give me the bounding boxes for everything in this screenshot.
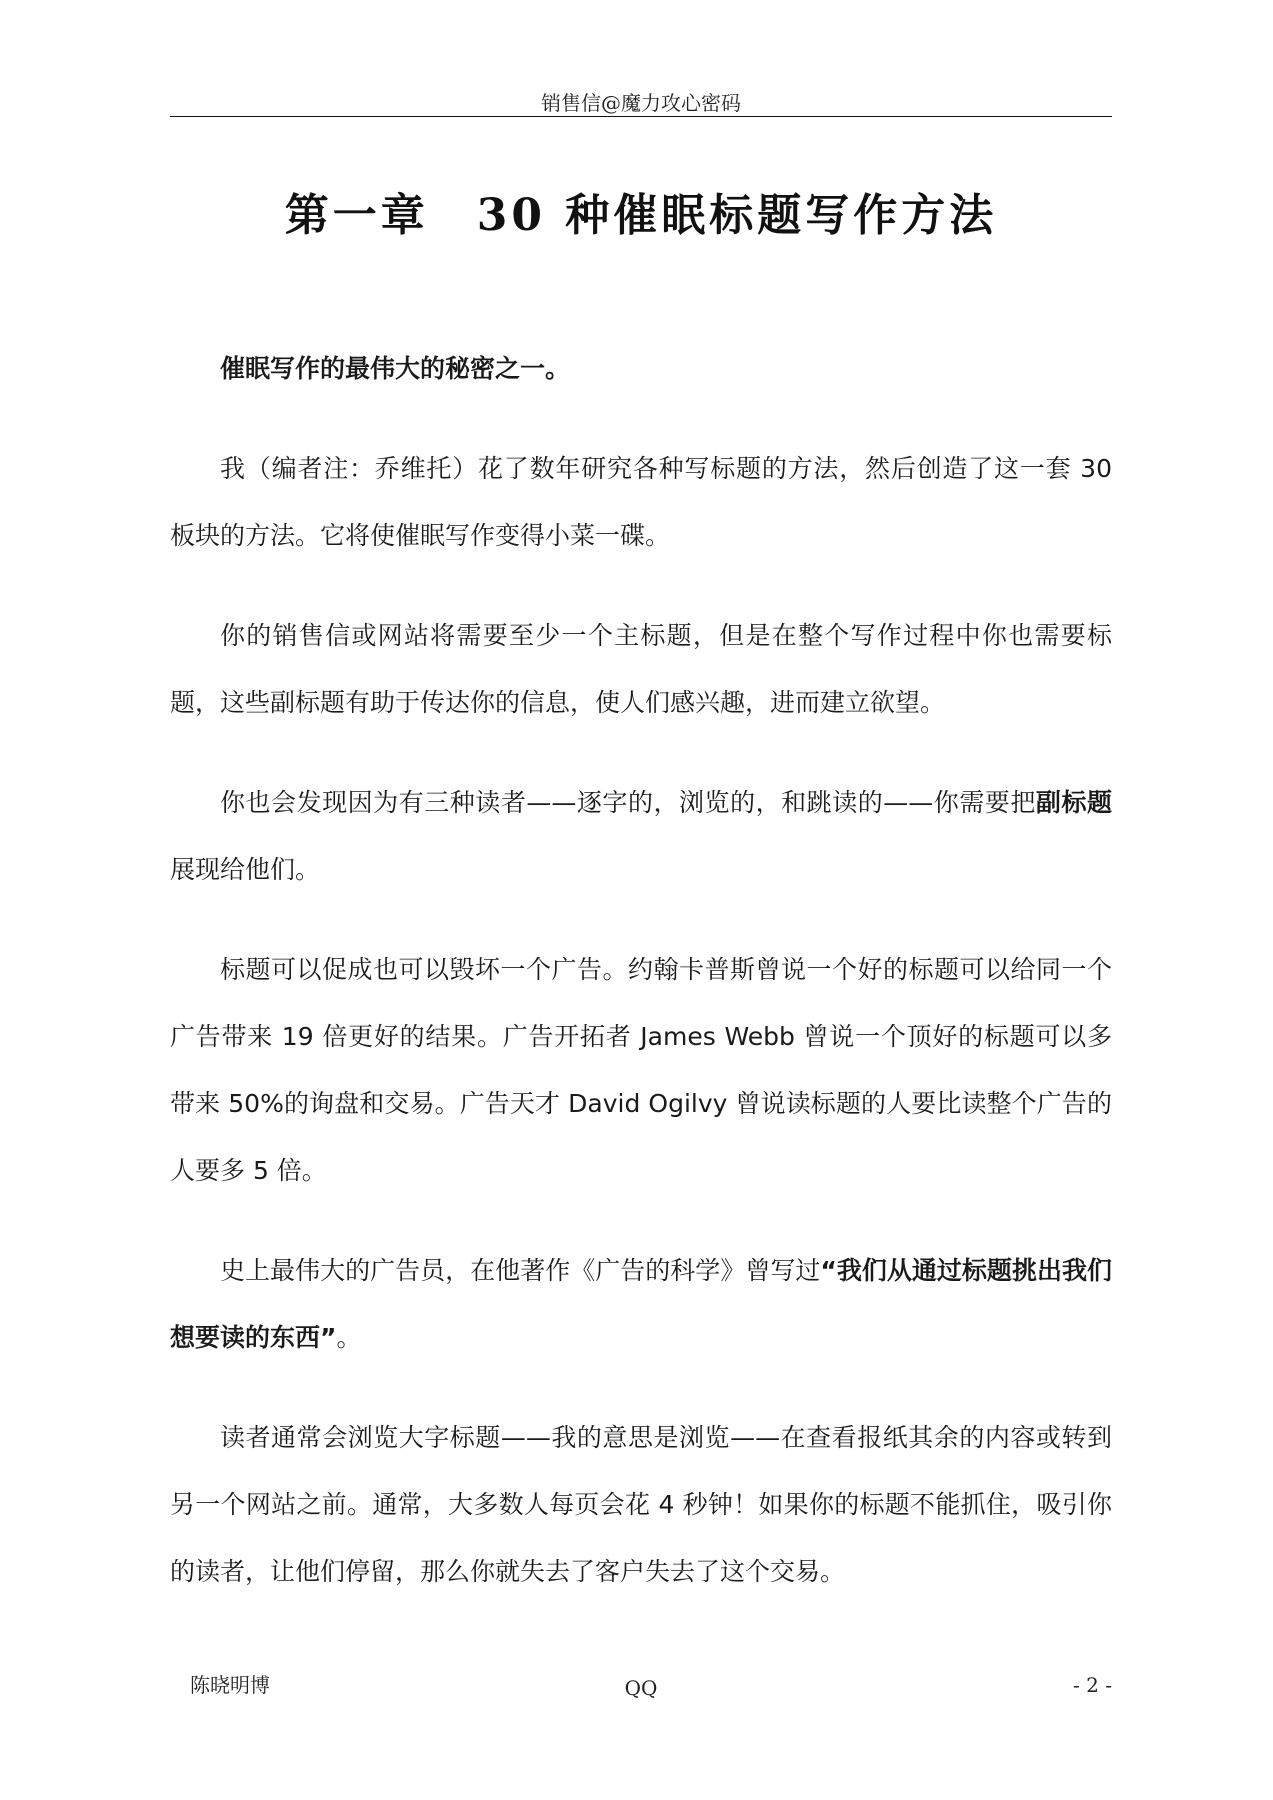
- paragraph-text: 展现给他们。: [170, 855, 321, 884]
- body-text: [170, 335, 1112, 1638]
- paragraph: 标题可以促成也可以毁坏一个广告。约翰卡普斯曾说一个好的标题可以给同一个广告带来 19 倍更好的结果。广告开拓者 James Webb 曾说一个顶好的标题可以多带来 50%的询盘和交易。广告天才 David Ogilvy 曾说读标题的人要比读整个广告的人要多 5 倍。: [170, 955, 1112, 1185]
- paragraph-text: 你也会发现因为有三种读者——逐字的，浏览的，和跳读的——你需要把: [220, 788, 1036, 817]
- paragraph: 你的销售信或网站将需要至少一个主标题，但是在整个写作过程中你也需要标题，这些副标题有助于传达你的信息，使人们感兴趣，进而建立欲望。: [170, 621, 1112, 717]
- paragraph: 读者通常会浏览大字标题——我的意思是浏览——在查看报纸其余的内容或转到另一个网站之前。通常，大多数人每页会花 4 秒钟！如果你的标题不能抓住，吸引你的读者，让他们停留，那么你就失去了客户失去了这个交易。: [170, 1423, 1112, 1586]
- page-number: - 2 -: [1073, 1673, 1112, 1697]
- page-footer: [170, 1670, 1112, 1700]
- footer-center: QQ: [624, 1676, 658, 1700]
- quote-text: “我们从通过标题挑出我们想要读的东西”: [170, 1256, 1112, 1352]
- paragraph-text: 史上最伟大的广告员，在他著作《广告的科学》曾写过: [220, 1256, 821, 1285]
- lead-paragraph: 催眠写作的最伟大的秘密之一。: [220, 354, 571, 383]
- paragraph: 我（编者注：乔维托）花了数年研究各种写标题的方法，然后创造了这一套 30 板块的方法。它将使催眠写作变得小菜一碟。: [170, 454, 1112, 550]
- footer-author: 陈晓明博: [190, 1673, 270, 1697]
- running-header: 销售信@魔力攻心密码: [541, 91, 741, 115]
- emphasis-text: 副标题: [1035, 788, 1112, 817]
- paragraph: [170, 1237, 1112, 1371]
- paragraph: [170, 769, 1112, 903]
- chapter-title: 第一章 30 种催眠标题写作方法: [284, 190, 998, 241]
- paragraph-text: 。: [336, 1323, 362, 1352]
- header-rule: [170, 116, 1112, 117]
